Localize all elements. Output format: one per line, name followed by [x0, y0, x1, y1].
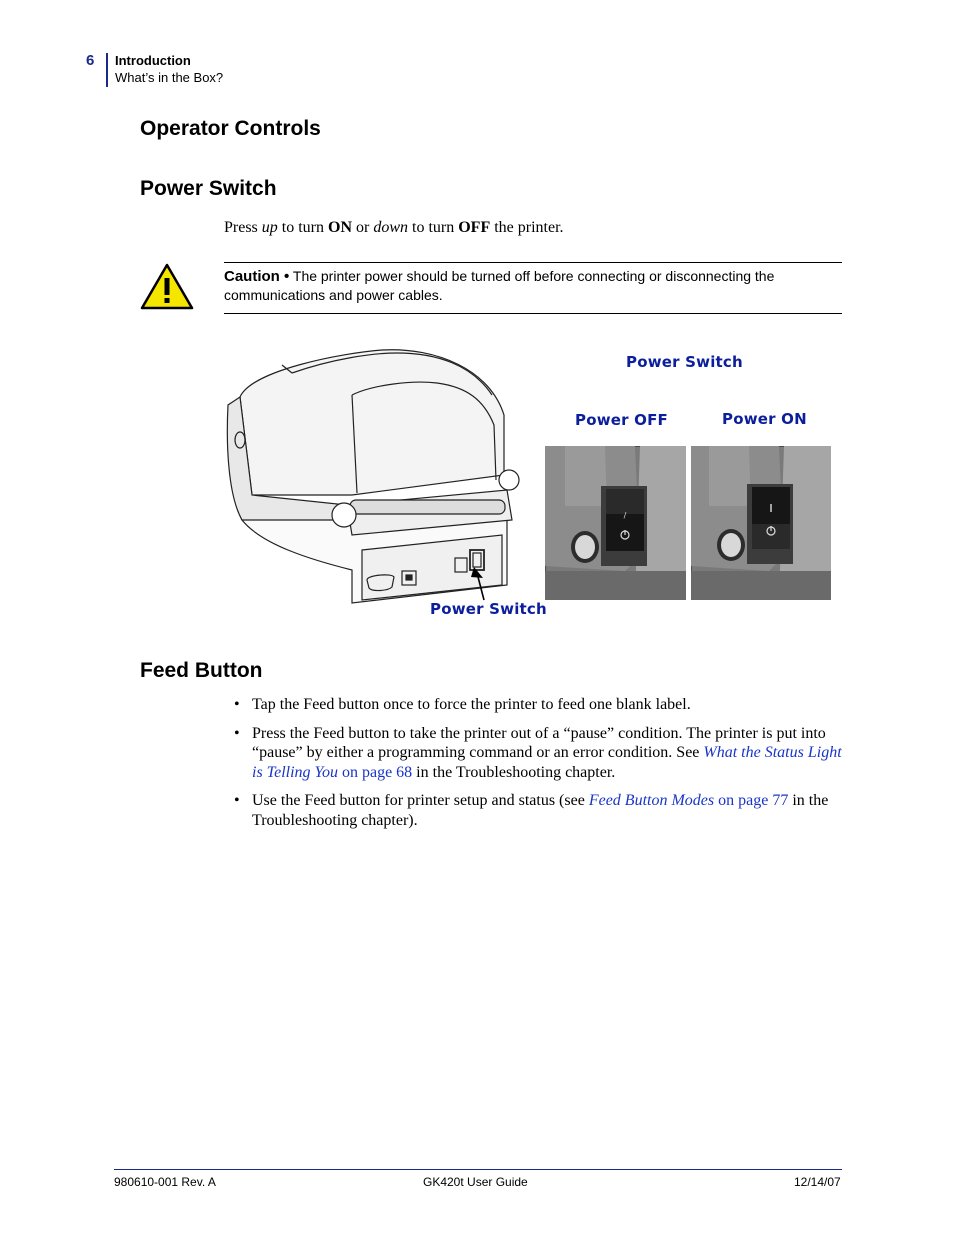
intro-down: down	[373, 219, 408, 236]
link-title: What the Status Light is Telling You	[252, 744, 842, 781]
section-title: What’s in the Box?	[115, 70, 224, 85]
printer-rear-illustration	[222, 345, 522, 605]
intro-off: OFF	[458, 219, 491, 236]
caution-rule-top	[224, 262, 842, 263]
intro-text: to turn	[408, 219, 459, 236]
intro-up: up	[261, 219, 278, 236]
intro-on: ON	[328, 219, 352, 236]
page-number: 6	[86, 52, 95, 69]
intro-text: or	[352, 219, 374, 236]
power-off-label: Power OFF	[575, 411, 668, 429]
footer-doc-number: 980610-001 Rev. A	[114, 1175, 216, 1189]
caution-lead: Caution •	[224, 268, 290, 285]
header-divider	[106, 53, 108, 87]
link-page: on page 77	[714, 792, 789, 809]
caution-note	[224, 267, 844, 304]
list-item-text: Tap the Feed button once to force the printer to feed one blank label.	[252, 696, 691, 713]
caution-rule-bottom	[224, 313, 842, 314]
power-on-photo	[691, 446, 831, 600]
list-item: • Use the Feed button for printer setup and status (see Feed Button Modes on page 77 in the Troubleshooting chapter).	[234, 792, 829, 829]
footer-title: GK420t User Guide	[423, 1175, 528, 1189]
intro-text: the printer.	[490, 219, 564, 236]
heading-power-switch: Power Switch	[140, 177, 277, 200]
list-item-text: Press the Feed button to take the printer out of a “pause” condition. The printer is put into “pause” by either a programming command or an error condition. See	[252, 724, 826, 761]
closeup-title-label: Power Switch	[626, 353, 743, 371]
printer-power-switch-label: Power Switch	[430, 600, 547, 618]
warning-triangle-icon	[140, 262, 194, 310]
list-item-text: in the Troubleshooting chapter.	[412, 763, 616, 781]
feed-button-modes-link[interactable]	[589, 792, 789, 809]
power-off-photo	[545, 446, 686, 600]
footer-date: 12/14/07	[794, 1175, 841, 1189]
intro-text: Press	[224, 219, 262, 236]
heading-feed-button: Feed Button	[140, 659, 263, 682]
svg-text:/: /	[623, 511, 627, 520]
list-item-text: Use the Feed button for printer setup and status (see	[252, 792, 589, 809]
caution-body: The printer power should be turned off before connecting or disconnecting the communications and power cables.	[224, 268, 775, 303]
heading-operator-controls: Operator Controls	[140, 117, 321, 140]
footer-rule	[114, 1169, 842, 1170]
link-title: Feed Button Modes	[588, 792, 715, 809]
chapter-title: Introduction	[115, 53, 191, 68]
power-switch-instruction	[224, 219, 564, 237]
link-page: on page 68	[337, 763, 413, 781]
list-item-text: in the Troubleshooting chapter).	[252, 792, 829, 829]
list-item: • Press the Feed button to take the printer out of a “pause” condition. The printer is put into “pause” by either a programming command or an error condition. See What the Status Light is Telling You on page 68 in the Troubleshooting chapter.	[234, 724, 842, 781]
feed-button-list	[234, 695, 844, 839]
intro-text: to turn	[277, 219, 328, 236]
power-on-label: Power ON	[722, 410, 807, 428]
list-item: • Tap the Feed button once to force the printer to feed one blank label.	[234, 696, 691, 713]
